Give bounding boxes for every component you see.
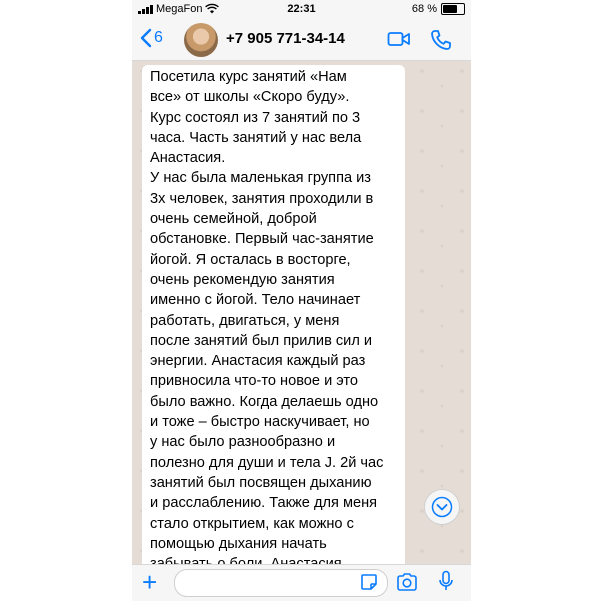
unread-count: 6 — [154, 29, 163, 46]
contact-name[interactable]: +7 905 771-34-14 — [226, 30, 345, 47]
camera-icon[interactable] — [396, 572, 418, 592]
battery-indicator — [412, 3, 465, 15]
microphone-icon[interactable] — [438, 570, 454, 594]
message-bubble[interactable] — [142, 65, 405, 585]
input-bar — [132, 564, 471, 601]
chevron-down-icon — [431, 496, 453, 518]
message-input[interactable] — [174, 569, 388, 597]
clock: 22:31 — [287, 3, 316, 15]
phone-call-icon[interactable] — [430, 29, 452, 51]
avatar[interactable] — [184, 23, 218, 57]
battery-percent: 68 % — [411, 3, 437, 15]
video-call-icon[interactable] — [387, 29, 411, 49]
battery-icon — [441, 3, 465, 15]
carrier-name: MegaFon — [156, 3, 203, 15]
status-bar — [132, 0, 471, 20]
scroll-to-bottom-button[interactable] — [424, 489, 460, 525]
chat-header — [132, 20, 471, 61]
message-text: Посетила курс занятий «Нам все» от школы «Скоро буду». Курс состоял из 7 занятий по 3 часа. Часть занятий у нас вела Анастасия. У нас была маленькая группа из 3х человек, занятия проходили в очень семейной, доброй обстановке. Первый час-занятие йогой. Я осталась в восторге, очень рекомендую занятия именно с йогой. Тело начинает работать, двигаться, у меня после занятий был прилив сил и энергии. Анастасия каждый раз привносила что-то новое и это было важно. Когда делаешь одно и тоже – быстро наскучивает, но у нас было разнообразно и полезно для души и тела J. 2й час занятий был посвящен дыханию и расслаблению. Также для меня стало открытием, как можно с помощью дыхания начать — [150, 69, 384, 552]
sticker-icon[interactable] — [360, 573, 378, 591]
back-button[interactable] — [140, 28, 163, 48]
attach-plus-icon[interactable]: + — [142, 567, 158, 597]
chevron-left-icon — [140, 28, 152, 48]
phone-screen — [132, 0, 471, 600]
chat-area[interactable] — [132, 61, 471, 564]
